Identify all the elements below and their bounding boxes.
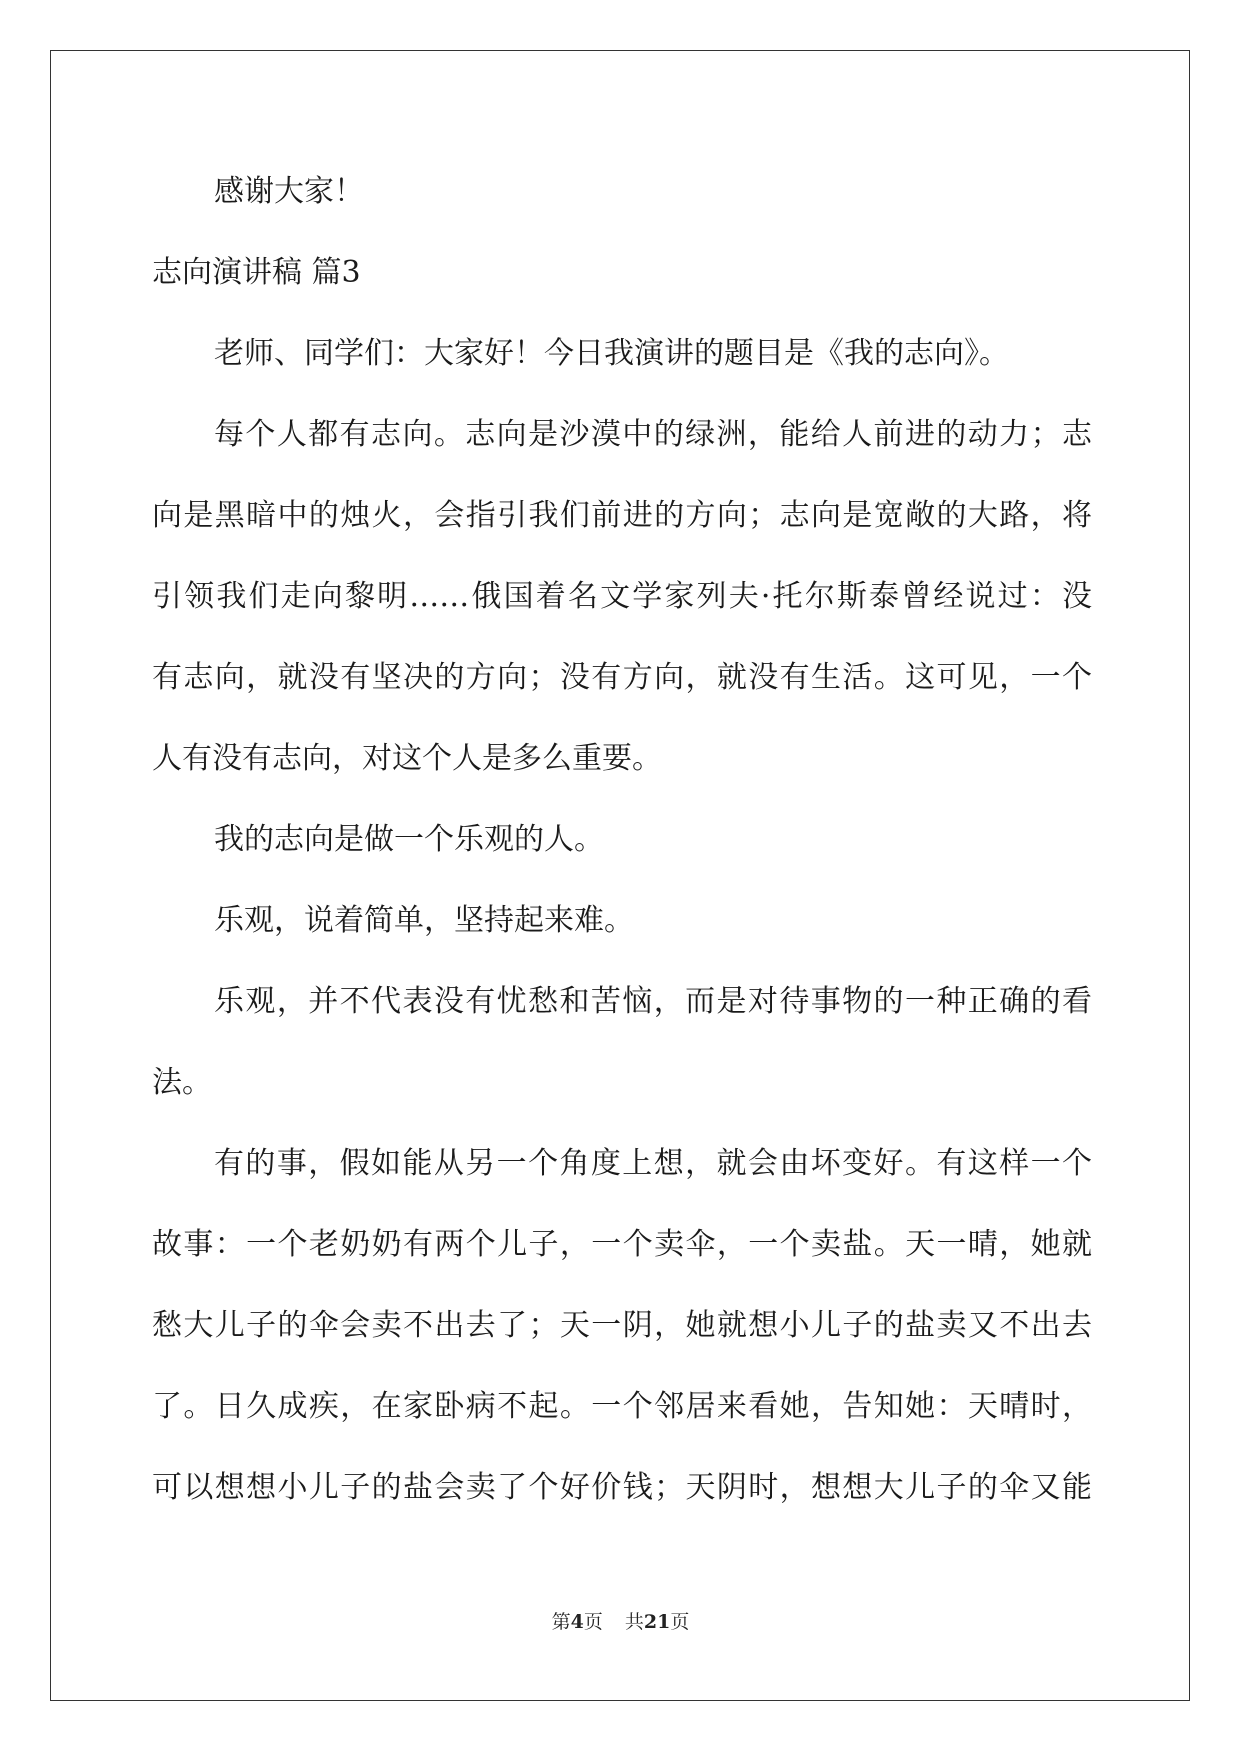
page-number: 4 xyxy=(570,1611,584,1633)
paragraph-line: 有的事，假如能从另一个角度上想，就会由坏变好。有这样一个 xyxy=(214,1146,1092,1181)
paragraph-line: 每个人都有志向。志向是沙漠中的绿洲，能给人前进的动力；志 xyxy=(214,417,1092,452)
paragraph-line: 愁大儿子的伞会卖不出去了；天一阴，她就想小儿子的盐卖又不出去 xyxy=(152,1308,1092,1343)
paragraph-line: 老师、同学们：大家好！今日我演讲的题目是《我的志向》。 xyxy=(214,336,1009,371)
paragraph-line: 故事：一个老奶奶有两个儿子，一个卖伞，一个卖盐。天一晴，她就 xyxy=(152,1227,1092,1262)
paragraph-line: 我的志向是做一个乐观的人。 xyxy=(214,822,604,857)
closing-line: 感谢大家！ xyxy=(214,174,364,209)
paragraph-line: 了。日久成疾，在家卧病不起。一个邻居来看她，告知她：天晴时， xyxy=(152,1389,1092,1424)
page-border xyxy=(50,50,1190,1701)
paragraph-line: 有志向，就没有坚决的方向；没有方向，就没有生活。这可见，一个 xyxy=(152,660,1092,695)
page-footer xyxy=(0,1610,1241,1634)
paragraph-line: 可以想想小儿子的盐会卖了个好价钱；天阴时，想想大儿子的伞又能 xyxy=(152,1470,1092,1505)
paragraph-line: 引领我们走向黎明……俄国着名文学家列夫·托尔斯泰曾经说过：没 xyxy=(152,579,1092,614)
paragraph-line: 人有没有志向，对这个人是多么重要。 xyxy=(152,741,662,776)
paragraph-line: 法。 xyxy=(152,1065,212,1100)
paragraph-line: 乐观，说着简单，坚持起来难。 xyxy=(214,903,634,938)
total-pages: 21 xyxy=(643,1611,671,1633)
section-heading: 志向演讲稿 篇3 xyxy=(152,255,361,290)
paragraph-line: 乐观，并不代表没有忧愁和苦恼，而是对待事物的一种正确的看 xyxy=(214,984,1092,1019)
total-prefix: 共 xyxy=(624,1611,644,1633)
total-suffix: 页 xyxy=(670,1611,690,1633)
page-prefix: 第 xyxy=(551,1611,571,1633)
page-suffix: 页 xyxy=(583,1611,603,1633)
paragraph-line: 向是黑暗中的烛火，会指引我们前进的方向；志向是宽敞的大路，将 xyxy=(152,498,1092,533)
